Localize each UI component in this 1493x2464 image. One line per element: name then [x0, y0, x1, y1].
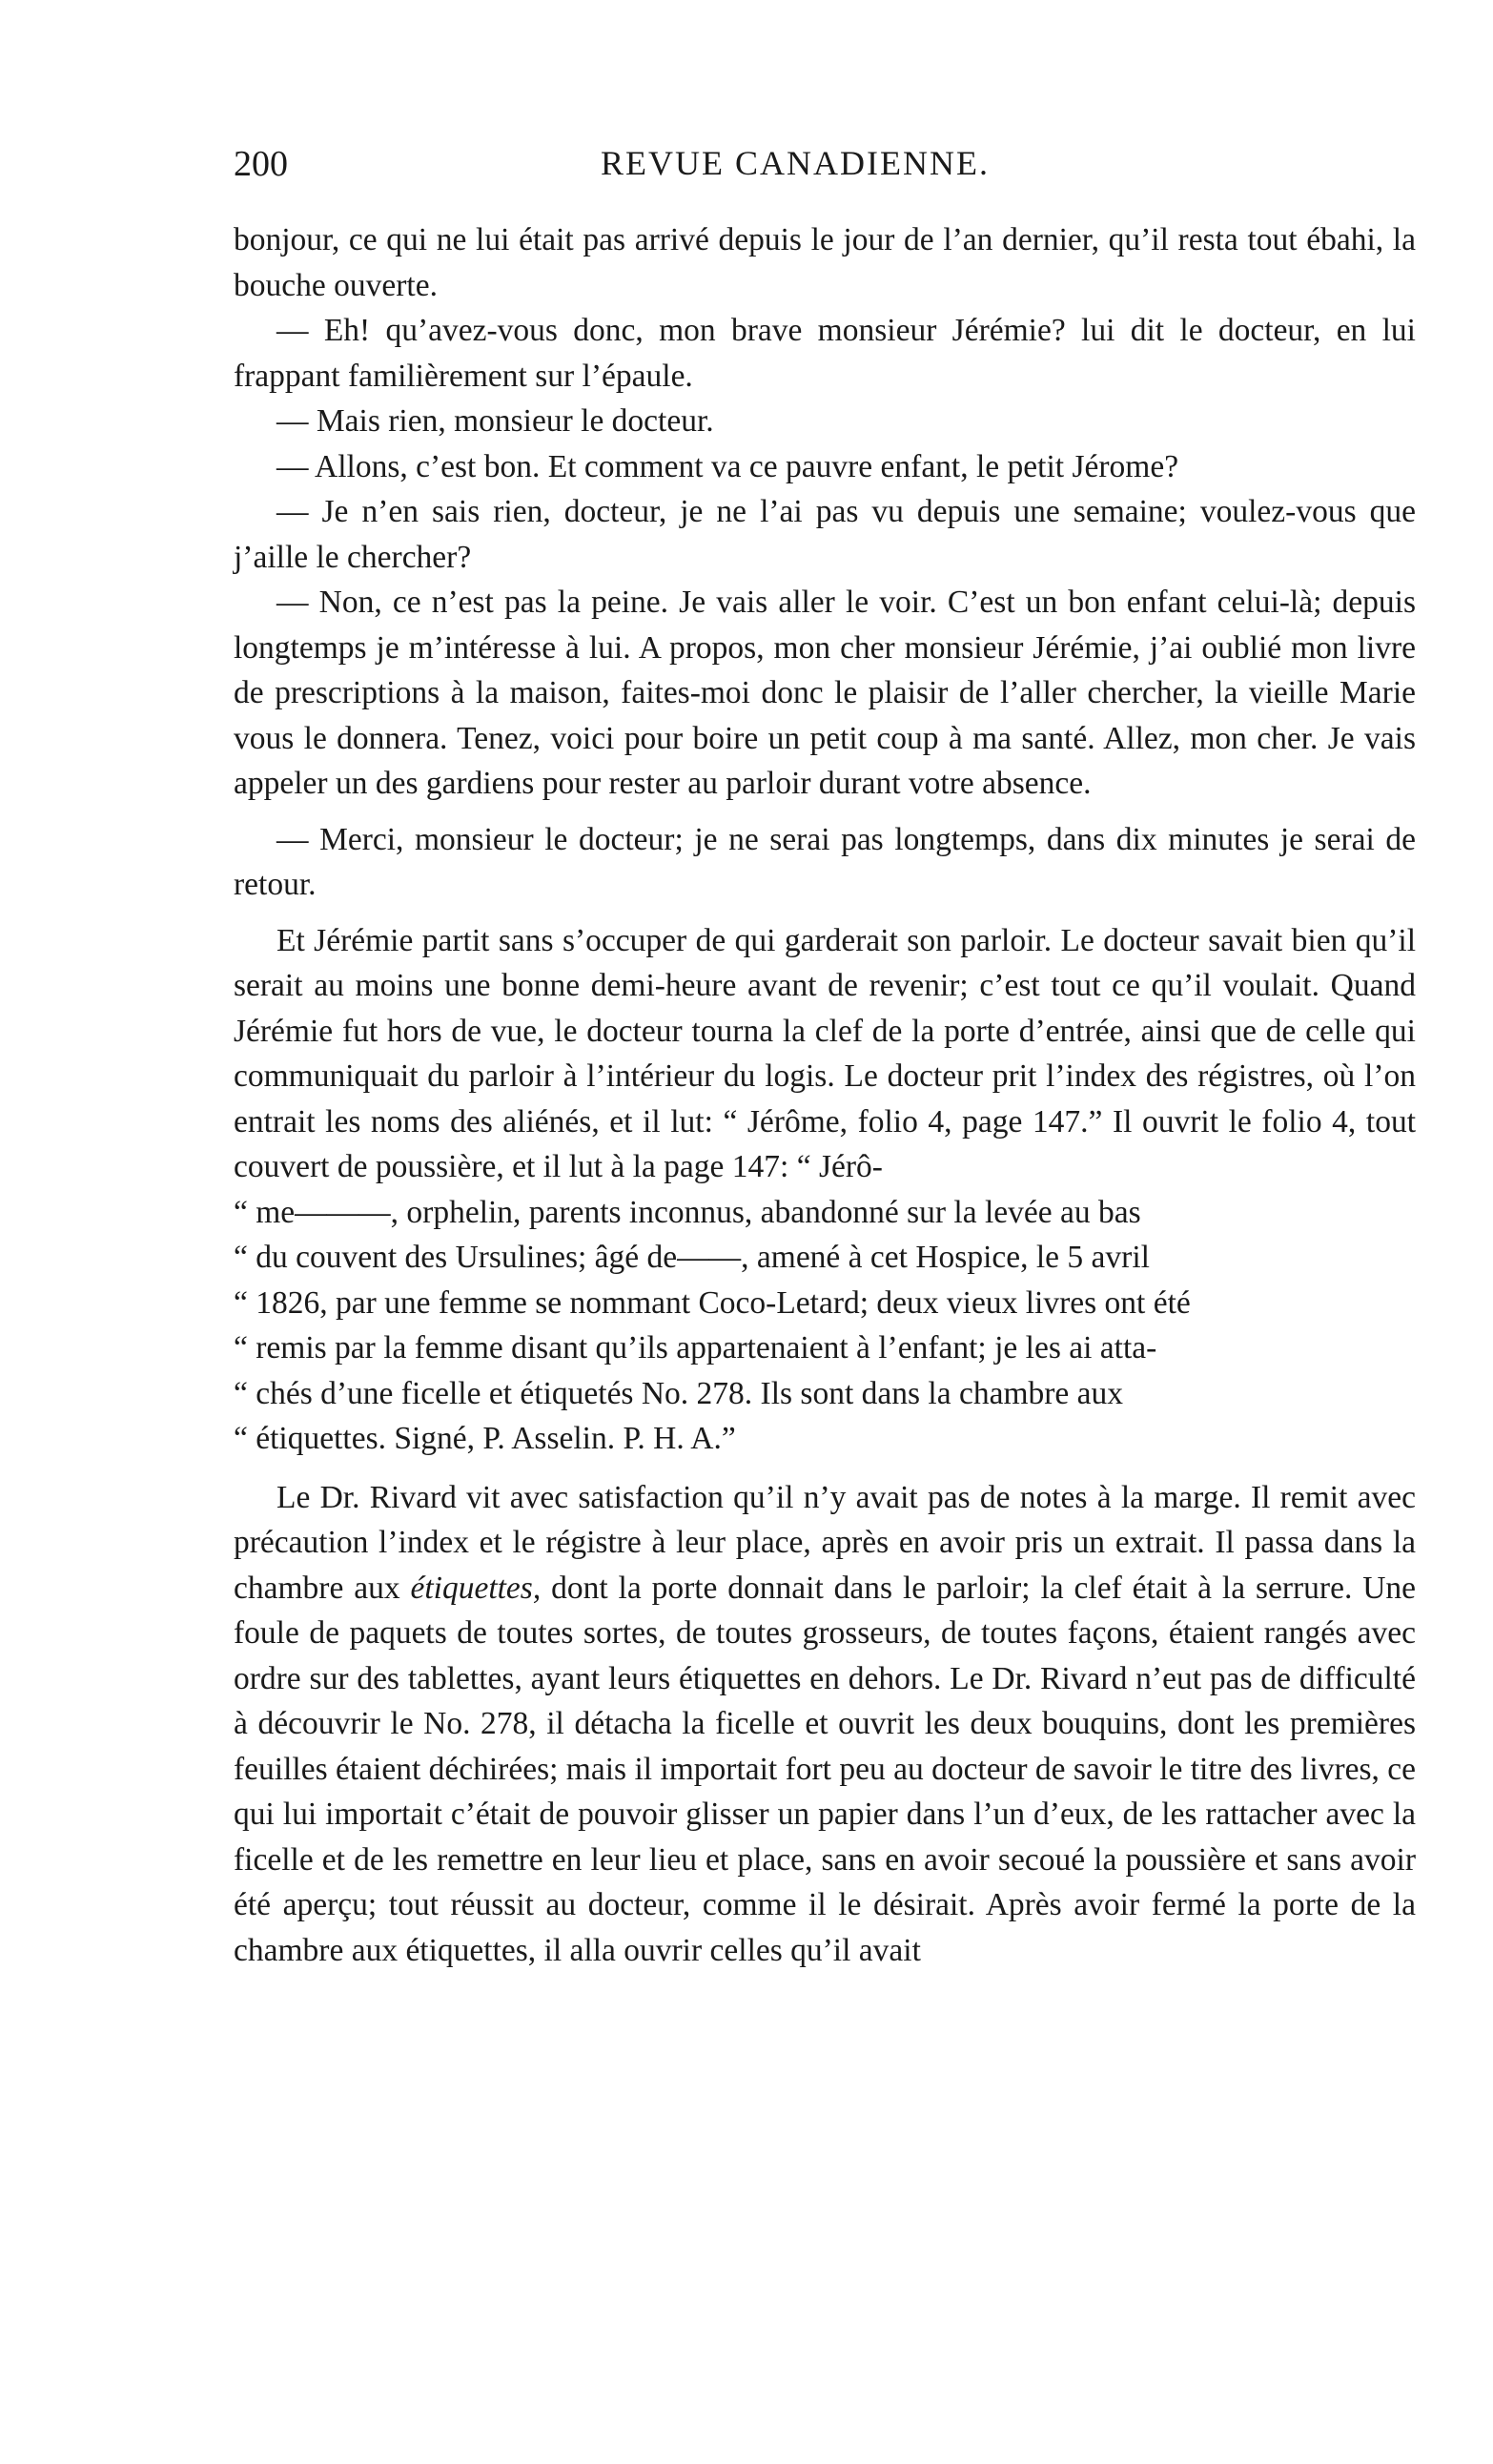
paragraph: — Eh! qu’avez-vous donc, mon brave monsieur Jérémie? lui dit le docteur, en lui frappant familièrement sur l’épaule. — [234, 313, 1416, 394]
paragraph: — Allons, c’est bon. Et comment va ce pauvre enfant, le petit Jérome? — [276, 448, 1179, 484]
italic-term: étiquettes, — [410, 1570, 542, 1606]
running-title: REVUE CANADIENNE. — [601, 144, 990, 182]
quote-line: “ chés d’une ficelle et étiquetés No. 278. Ils sont dans la chambre aux — [234, 1375, 1124, 1411]
paragraph — [234, 1475, 1416, 1974]
page-number: 200 — [234, 144, 288, 184]
quote-line: “ 1826, par une femme se nommant Coco-Letard; deux vieux livres ont été — [234, 1284, 1191, 1321]
paragraph: — Je n’en sais rien, docteur, je ne l’ai pas vu depuis une semaine; voulez-vous que j’aille le chercher? — [234, 494, 1416, 575]
paragraph: Et Jérémie partit sans s’occuper de qui garderait son parloir. Le docteur savait bien qu’il serait au moins une bonne demi-heure avant de revenir; c’est tout ce qu’il voulait. Quand Jérémie fut hors de vue, le docteur tourna la clef de la porte d’entrée, ainsi que de celle qui communiquait du parloir à l’intérieur du logis. Le docteur prit l’index des régistres, où l’on entrait les noms des aliénés, et il lut: “ Jérôme, folio 4, page 147.” Il ouvrit le folio 4, tout couvert de poussière, et il lut à la page 147: “ Jérô- — [234, 922, 1416, 1184]
paragraph: bonjour, ce qui ne lui était pas arrivé depuis le jour de l’an dernier, qu’il resta tout ébahi, la bouche ouverte. — [234, 222, 1416, 303]
paragraph: — Non, ce n’est pas la peine. Je vais aller le voir. C’est un bon enfant celui-là; depuis longtemps je m’intéresse à lui. A propos, mon cher monsieur Jérémie, j’ai oublié mon livre de prescriptions à la maison, faites-moi donc le plaisir de l’aller chercher, la vieille Marie vous le donnera. Tenez, voici pour boire un petit coup à ma santé. Allez, mon cher. Je vais appeler un des gardiens pour rester au parloir durant votre absence. — [234, 585, 1416, 801]
quote-line: “ étiquettes. Signé, P. Asselin. P. H. A.” — [234, 1421, 736, 1456]
body-text — [234, 217, 1416, 1973]
book-page — [234, 143, 1416, 1973]
paragraph-part: Le Dr. Rivard vit avec satisfaction qu’il n’y avait pas de notes à la marge. Il remit avec précaution l’index et le régistre à leur place, après en avoir pris un extrait. Il passa dans la chambre aux — [234, 1479, 1416, 1606]
paragraph: — Merci, monsieur le docteur; je ne serai pas longtemps, dans dix minutes je serai de retour. — [234, 821, 1416, 902]
paragraph: — Mais rien, monsieur le docteur. — [276, 403, 714, 439]
paragraph-part: dont la porte donnait dans le parloir; la clef était à la serrure. Une foule de paquets de toutes sortes, de toutes grosseurs, de toutes façons, étaient rangés avec ordre sur des tablettes, ayant leurs étiquettes en dehors. Le Dr. Rivard n’eut pas de difficulté à découvrir le No. 278, il détacha la ficelle et ouvrit les deux bouquins, dont les premières feuilles étaient déchirées; mais il importait fort peu au docteur de savoir le titre des livres, ce qui lui importait c’était de pouvoir glisser un papier dans l’un d’eux, de les rattacher avec la ficelle et de les remettre en leur lieu et place, sans en avoir secoué la poussière et sans avoir été aperçu; tout réussit au docteur, comme il le désirait. Après avoir fermé la porte de la chambre aux étiquettes, il alla ouvrir celles qu’il avait — [234, 1570, 1417, 1968]
quote-line: “ du couvent des Ursulines; âgé de——, amené à cet Hospice, le 5 avril — [234, 1240, 1150, 1275]
quote-line: “ remis par la femme disant qu’ils appartenaient à l’enfant; je les ai atta- — [234, 1330, 1157, 1365]
quote-line: “ me———, orphelin, parents inconnus, abandonné sur la levée au bas — [234, 1194, 1141, 1230]
page-header — [234, 143, 1416, 200]
